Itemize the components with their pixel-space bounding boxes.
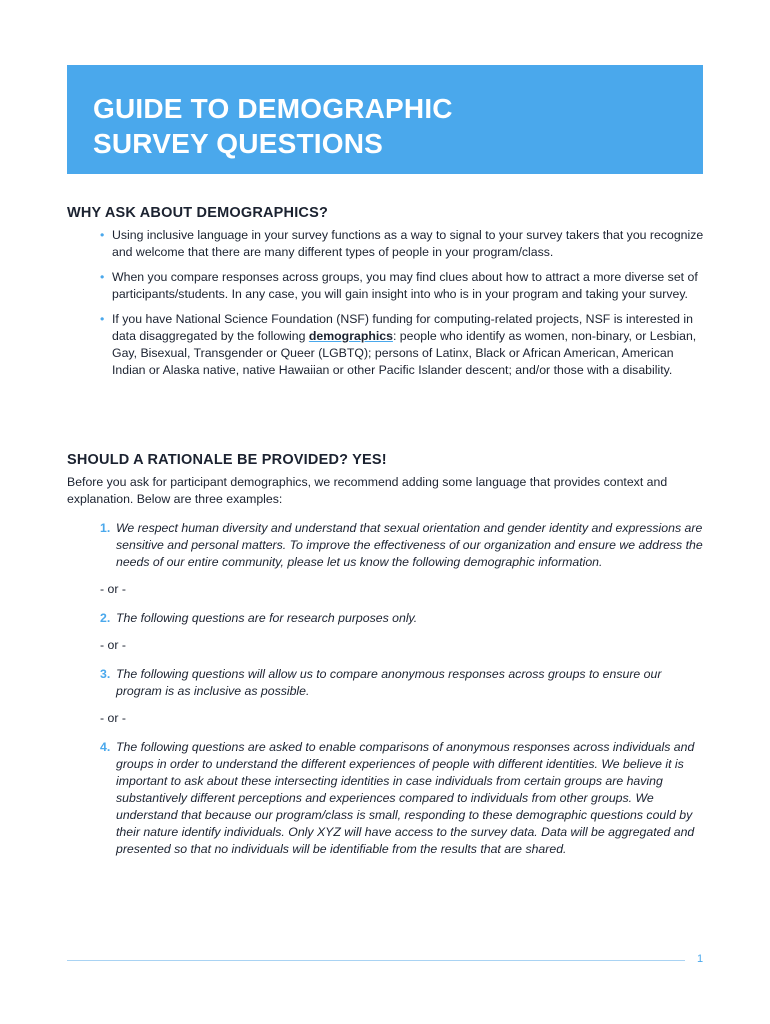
example-number: 2. — [100, 611, 111, 625]
example-number: 4. — [100, 740, 111, 754]
bullet-item — [67, 269, 707, 303]
footer-divider — [67, 960, 685, 961]
bullet-icon: • — [100, 228, 105, 242]
examples-list — [100, 520, 710, 858]
rationale-intro: Before you ask for participant demographics, we recommend adding some language that provides context and explanation. Below are three examples: — [67, 475, 668, 506]
section-heading-why: WHY ASK ABOUT DEMOGRAPHICS? — [67, 205, 329, 221]
example-item — [100, 666, 710, 700]
why-bullet-list — [67, 227, 707, 387]
bullet-icon: • — [100, 270, 105, 284]
bullet-text-after-link: : people who identify as women, non-binary, or Lesbian, Gay, Bisexual, Transgender or Queer (LGBTQ); persons of Latinx, Black or African American, American Indian or Alaska native, native Hawaiian or other Pacific Islander descent; and/or those with a disability. — [112, 329, 697, 377]
bullet-text: Using inclusive language in your survey functions as a way to signal to your survey takers that you recognize and welcome that there are many different types of people in your program/class. — [112, 228, 704, 259]
page-number: 1 — [697, 953, 704, 965]
example-item — [100, 610, 710, 627]
example-text: The following questions are asked to enable comparisons of anonymous responses across individuals and groups in order to understand the different experiences of people with different identities. We believe it is important to ask about these intersecting identities in case individuals from certain groups are having substantively different perceptions and experiences compared to individuals from other groups. We understand that because our program/class is small, responding to these demographic questions could by their nature identify individuals. Only XYZ will have access to the survey data. Data will be aggregated and presented so that no individuals will be identifiable from the results that are shared. — [116, 740, 695, 856]
bullet-icon: • — [100, 312, 105, 326]
bullet-item — [67, 227, 707, 261]
page-title-line2: SURVEY QUESTIONS — [93, 128, 384, 159]
page-title — [93, 91, 703, 161]
example-text: The following questions will allow us to compare anonymous responses across groups to ensure our program is as inclusive as possible. — [116, 667, 662, 698]
or-separator: - or - — [100, 711, 126, 725]
title-banner — [67, 65, 703, 174]
example-item — [100, 520, 710, 571]
example-text: The following questions are for research purposes only. — [116, 611, 418, 625]
page-title-line1: GUIDE TO DEMOGRAPHIC — [93, 93, 453, 124]
bullet-item — [67, 311, 707, 379]
example-number: 3. — [100, 667, 111, 681]
bullet-text: When you compare responses across groups, you may find clues about how to attract a more diverse set of participants/students. In any case, you will gain insight into who is in your program and taking your survey. — [112, 270, 698, 301]
or-separator: - or - — [100, 582, 126, 596]
example-text: We respect human diversity and understand that sexual orientation and gender identity and expressions are sensitive and personal matters. To improve the effectiveness of our organization and ensure we address the needs of our entire community, please let us know the following demographic information. — [116, 521, 703, 569]
or-separator: - or - — [100, 638, 126, 652]
section-heading-rationale: SHOULD A RATIONALE BE PROVIDED? YES! — [67, 452, 387, 468]
demographics-link[interactable]: demographics — [308, 329, 393, 343]
example-item — [100, 739, 710, 858]
example-number: 1. — [100, 521, 111, 535]
bullet-text-before-link: If you have National Science Foundation (NSF) funding for computing-related projects, NSF is interested in data disaggregated by the following — [112, 312, 693, 343]
